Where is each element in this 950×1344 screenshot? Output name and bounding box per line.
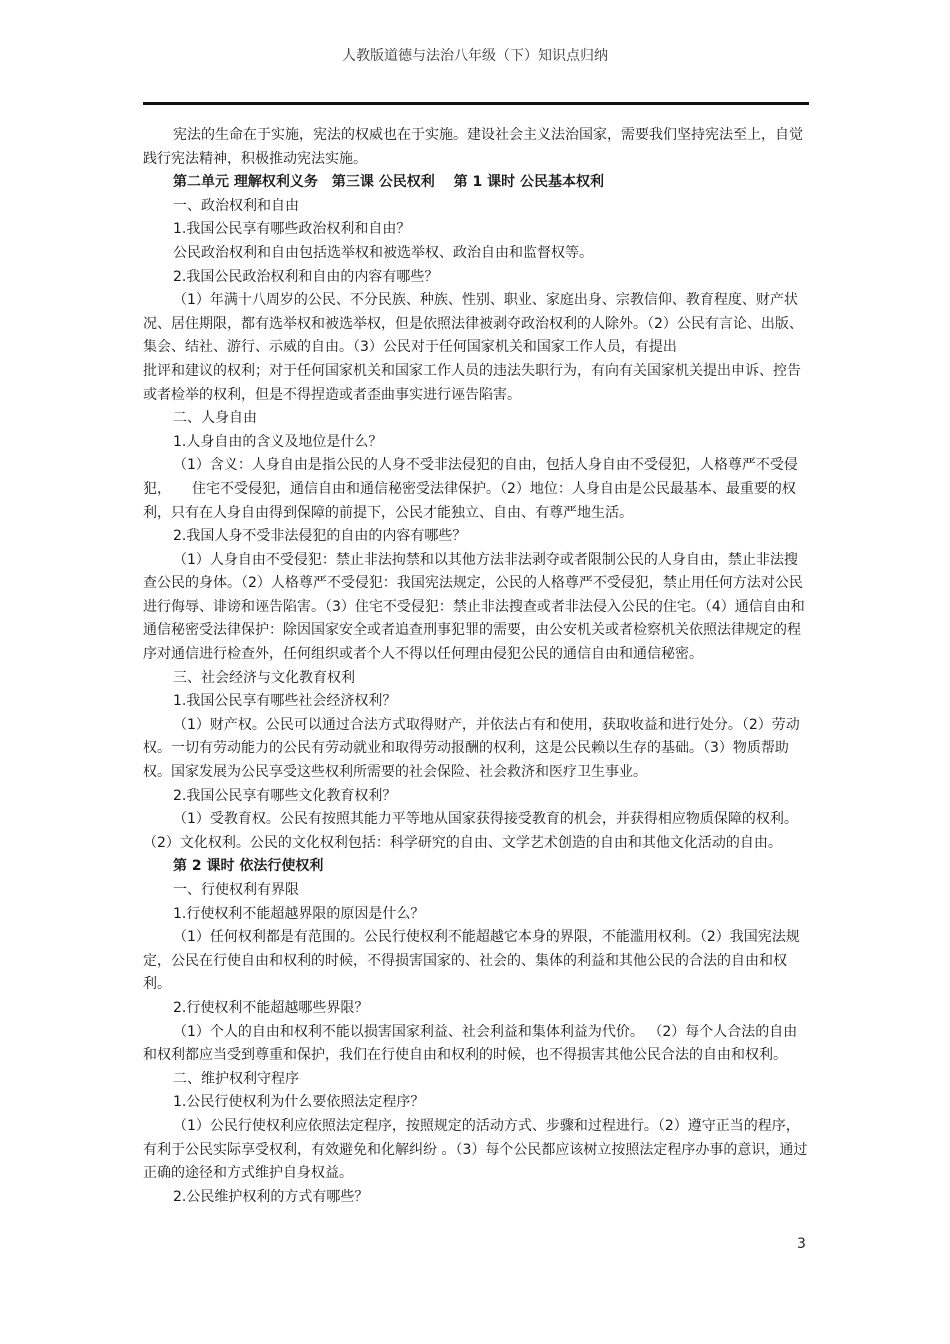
paragraph: （1）年满十八周岁的公民、不分民族、种族、性别、职业、家庭出身、宗教信仰、教育程度、财产状况、居住期限，都有选举权和被选举权，但是依照法律被剥夺政治权利的人除外。（2）公民有言论、出版、集会、结社、游行、示威的自由。（3）公民对于任何国家机关和国家工作人员，有提出 <box>143 292 803 356</box>
header-rule <box>143 102 809 105</box>
paragraph: 公民政治权利和自由包括选举权和被选举权、政治自由和监督权等。 <box>173 244 593 261</box>
paragraph: 宪法的生命在于实施，宪法的权威也在于实施。建设社会主义法治国家，需要我们坚持宪法至上，自觉践行宪法精神，积极推动宪法实施。 <box>143 127 803 167</box>
page-number: 3 <box>797 1236 806 1252</box>
paragraph: 批评和建议的权利；对于任何国家机关和国家工作人员的违法失职行为，有向有关国家机关提出申诉、控告或者检举的权利，但是不得捏造或者歪曲事实进行诬告陷害。 <box>143 362 801 403</box>
paragraph: （1）个人的自由和权利不能以损害国家利益、社会利益和集体利益为代价。 （2）每个人合法的自由和权利都应当受到尊重和保护，我们在行使自由和权利的时候，也不得损害其他公民合法的自由和权利。 <box>143 1023 798 1064</box>
paragraph: 二、维护权利守程序 <box>173 1070 299 1087</box>
paragraph: （1）受教育权。公民有按照其能力平等地从国家获得接受教育的机会，并获得相应物质保障的权利。（2）文化权利。公民的文化权利包括：科学研究的自由、文学艺术创造的自由和其他文化活动的自由。 <box>143 811 798 851</box>
section-heading: 第 2 课时 依法行使权利 <box>173 858 324 875</box>
paragraph: （1）公民行使权利应依照法定程序，按照规定的活动方式、步骤和过程进行。（2）遵守正当的程序，有利于公民实际享受权利，有效避免和化解纠纷 。（3）每个公民都应该树立按照法定程序办事的意识，通过正确的途径和方式维护自身权益。 <box>143 1117 808 1182</box>
paragraph: 一、行使权利有界限 <box>173 882 299 898</box>
paragraph: 1.公民行使权利为什么要依照法定程序？ <box>173 1094 425 1111</box>
paragraph: 1.我国公民享有哪些政治权利和自由？ <box>173 221 411 238</box>
paragraph: 1.我国公民享有哪些社会经济权利？ <box>173 693 397 710</box>
paragraph: （1）财产权。公民可以通过合法方式取得财产，并依法占有和使用，获取收益和进行处分。（2）劳动权。一切有劳动能力的公民有劳动就业和取得劳动报酬的权利，这是公民赖以生存的基础。（3）物质帮助权。国家发展为公民享受这些权利所需要的社会保险、社会救济和医疗卫生事业。 <box>143 716 800 781</box>
document-body <box>143 124 811 1209</box>
paragraph: 2.我国人身不受非法侵犯的自由的内容有哪些？ <box>173 528 467 545</box>
paragraph: 1.人身自由的含义及地位是什么？ <box>173 433 383 450</box>
paragraph: 三、社会经济与文化教育权利 <box>173 669 355 686</box>
paragraph: 2.公民维护权利的方式有哪些？ <box>173 1188 369 1205</box>
paragraph: （1）人身自由不受侵犯：禁止非法拘禁和以其他方法非法剥夺或者限制公民的人身自由，禁止非法搜查公民的身体。（2）人格尊严不受侵犯：我国宪法规定，公民的人格尊严不受侵犯，禁止用任何方法对公民进行侮辱、诽谤和诬告陷害。（3）住宅不受侵犯：禁止非法搜查或者非法侵入公民的住宅。（4）通信自由和通信秘密受法律保护：除因国家安全或者追查刑事犯罪的需要，由公安机关或者检察机关依照法律规定的程序对通信进行检查外，任何组织或者个人不得以任何理由侵犯公民的通信自由和通信秘密。 <box>143 551 805 663</box>
page-header: 人教版道德与法治八年级（下）知识点归纳 <box>342 48 608 64</box>
section-heading: 第二单元 理解权利义务 第三课 公民权利 第 1 课时 公民基本权利 <box>173 174 604 191</box>
paragraph: 2.行使权利不能超越哪些界限？ <box>173 999 369 1016</box>
paragraph: 2.我国公民享有哪些文化教育权利？ <box>173 787 397 804</box>
paragraph: （1）含义：人身自由是指公民的人身不受非法侵犯的自由，包括人身自由不受侵犯，人格尊严不受侵犯， 住宅不受侵犯，通信自由和通信秘密受法律保护。（2）地位：人身自由是公民最基本、最重要的权利，只有在人身自由得到保障的前提下，公民才能独立、自由、有尊严地生活。 <box>143 457 798 521</box>
paragraph: （1）任何权利都是有范围的。公民行使权利不能超越它本身的界限，不能滥用权利。（2）我国宪法规定，公民在行使自由和权利的时候，不得损害国家的、社会的、集体的利益和其他公民的合法的自由和权利。 <box>143 929 800 993</box>
paragraph: 二、人身自由 <box>173 410 257 427</box>
paragraph: 1.行使权利不能超越界限的原因是什么？ <box>173 905 425 922</box>
paragraph: 一、政治权利和自由 <box>173 197 299 214</box>
paragraph: 2.我国公民政治权利和自由的内容有哪些？ <box>173 268 439 285</box>
